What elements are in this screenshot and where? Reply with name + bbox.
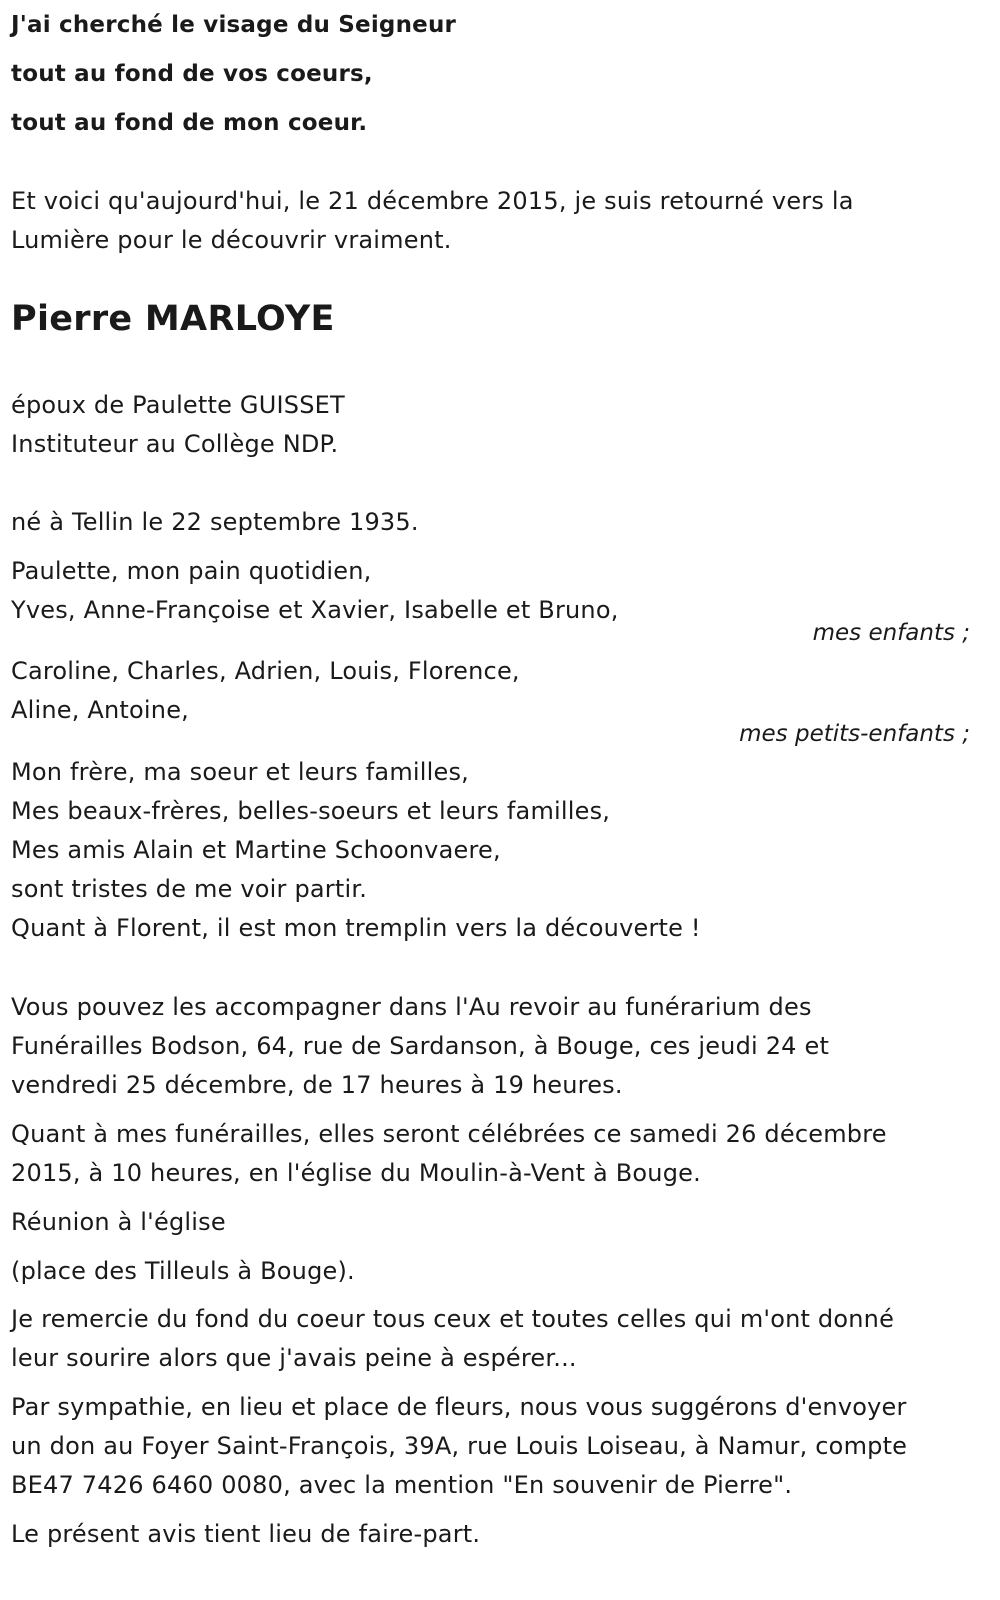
poem-line-3: tout au fond de mon coeur. xyxy=(11,110,368,136)
siblings-line: Mon frère, ma soeur et leurs familles, xyxy=(11,758,470,786)
meeting-line-1: Réunion à l'église xyxy=(11,1208,226,1236)
donation-line-1: Par sympathie, en lieu et place de fleurs, nous vous suggérons d'envoyer xyxy=(11,1393,907,1421)
birth-line: né à Tellin le 22 septembre 1935. xyxy=(11,508,419,536)
thanks-line-2: leur sourire alors que j'avais peine à espérer... xyxy=(11,1344,577,1372)
funeral-line-1: Quant à mes funérailles, elles seront célébrées ce samedi 26 décembre xyxy=(11,1120,887,1148)
children-line: Yves, Anne-Françoise et Xavier, Isabelle et Bruno, xyxy=(11,596,619,624)
funeral-line-2: 2015, à 10 heures, en l'église du Moulin-à-Vent à Bouge. xyxy=(11,1159,701,1187)
thanks-line-1: Je remercie du fond du coeur tous ceux et toutes celles qui m'ont donné xyxy=(11,1305,895,1333)
visitation-line-1: Vous pouvez les accompagner dans l'Au revoir au funérarium des xyxy=(11,993,812,1021)
family-spouse-line: Paulette, mon pain quotidien, xyxy=(11,557,372,585)
children-role: mes enfants ; xyxy=(812,620,970,646)
florent-line: Quant à Florent, il est mon tremplin vers la découverte ! xyxy=(11,914,701,942)
profession-line: Instituteur au Collège NDP. xyxy=(11,430,339,458)
donation-line-2: un don au Foyer Saint-François, 39A, rue Louis Loiseau, à Namur, compte xyxy=(11,1432,908,1460)
poem-line-2: tout au fond de vos coeurs, xyxy=(11,61,373,87)
friends-line: Mes amis Alain et Martine Schoonvaere, xyxy=(11,836,501,864)
grandchildren-line-2: Aline, Antoine, xyxy=(11,696,189,724)
closing-line: Le présent avis tient lieu de faire-part. xyxy=(11,1520,481,1548)
visitation-line-3: vendredi 25 décembre, de 17 heures à 19 heures. xyxy=(11,1071,623,1099)
poem-line-1: J'ai cherché le visage du Seigneur xyxy=(11,12,457,38)
deceased-name: Pierre MARLOYE xyxy=(11,299,335,339)
spouse-line: époux de Paulette GUISSET xyxy=(11,391,345,419)
donation-line-3: BE47 7426 6460 0080, avec la mention "En souvenir de Pierre". xyxy=(11,1471,793,1499)
visitation-line-2: Funérailles Bodson, 64, rue de Sardanson, à Bouge, ces jeudi 24 et xyxy=(11,1032,830,1060)
in-laws-line: Mes beaux-frères, belles-soeurs et leurs familles, xyxy=(11,797,611,825)
intro-line-2: Lumière pour le découvrir vraiment. xyxy=(11,226,452,254)
intro-line-1: Et voici qu'aujourd'hui, le 21 décembre 2015, je suis retourné vers la xyxy=(11,187,854,215)
meeting-line-2: (place des Tilleuls à Bouge). xyxy=(11,1257,355,1285)
sad-line: sont tristes de me voir partir. xyxy=(11,875,368,903)
grandchildren-role: mes petits-enfants ; xyxy=(739,721,970,747)
grandchildren-line-1: Caroline, Charles, Adrien, Louis, Florence, xyxy=(11,657,520,685)
